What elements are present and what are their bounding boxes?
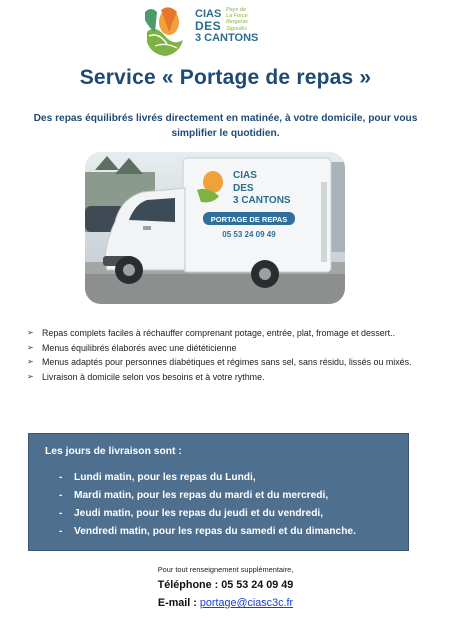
arrow-bullet-icon: ➢ xyxy=(27,371,34,381)
logo-wordmark: CIAS DES 3 CANTONS xyxy=(195,8,259,44)
list-item: ➢ Menus adaptés pour personnes diabétiques et régimes sans sel, sans résidu, lissés ou mixés. xyxy=(27,357,412,368)
delivery-days-title: Les jours de livraison sont : xyxy=(45,446,182,457)
contact-email-line xyxy=(0,597,451,609)
delivery-days-box xyxy=(28,433,409,551)
list-item: ➢ Menus équilibrés élaborés avec une diététicienne xyxy=(27,342,237,353)
van-line-2: 3 CANTONS xyxy=(233,195,291,206)
van-illustration xyxy=(85,152,345,304)
arrow-bullet-icon: ➢ xyxy=(27,342,34,352)
van-brand-text: CIAS xyxy=(233,170,257,181)
feature-list xyxy=(26,327,426,385)
list-item: - Vendredi matin, pour les repas du samedi et du dimanche. xyxy=(59,526,356,537)
delivery-days-list xyxy=(59,469,356,541)
van-phone: 05 53 24 09 49 xyxy=(222,230,276,239)
delivery-van-photo xyxy=(85,152,345,304)
list-item: - Lundi matin, pour les repas du Lundi, xyxy=(59,472,256,483)
list-item: ➢ Repas complets faciles à réchauffer comprenant potage, entrée, plat, fromage et dessert.. xyxy=(27,328,396,338)
email-label: E-mail : xyxy=(157,597,197,609)
page-title: Service « Portage de repas » xyxy=(79,66,372,89)
contact-note: Pour tout renseignement supplémentaire, xyxy=(157,565,294,574)
intro-text: Des repas équilibrés livrés directement en matinée, à votre domicile, pour vous simplifier le quotidien. xyxy=(33,113,418,139)
email-link[interactable]: portage@ciasc3c.fr xyxy=(199,597,294,609)
contact-phone: Téléphone : 05 53 24 09 49 xyxy=(157,579,294,591)
van-label: PORTAGE DE REPAS xyxy=(210,215,288,224)
list-item: - Mardi matin, pour les repas du mardi et du mercredi, xyxy=(59,490,329,501)
cias-logo xyxy=(143,2,263,62)
arrow-bullet-icon: ➢ xyxy=(27,328,34,337)
list-item: - Jeudi matin, pour les repas du jeudi et du vendredi, xyxy=(59,508,324,519)
logo-subtext: Pays de La Force Bergerac Sigoulès xyxy=(226,7,249,32)
list-item: ➢ Livraison à domicile selon vos besoins et à votre rythme. xyxy=(27,371,265,382)
arrow-bullet-icon: ➢ xyxy=(27,357,34,367)
van-line-1: DES xyxy=(233,183,254,194)
hands-heart-icon xyxy=(143,2,189,60)
